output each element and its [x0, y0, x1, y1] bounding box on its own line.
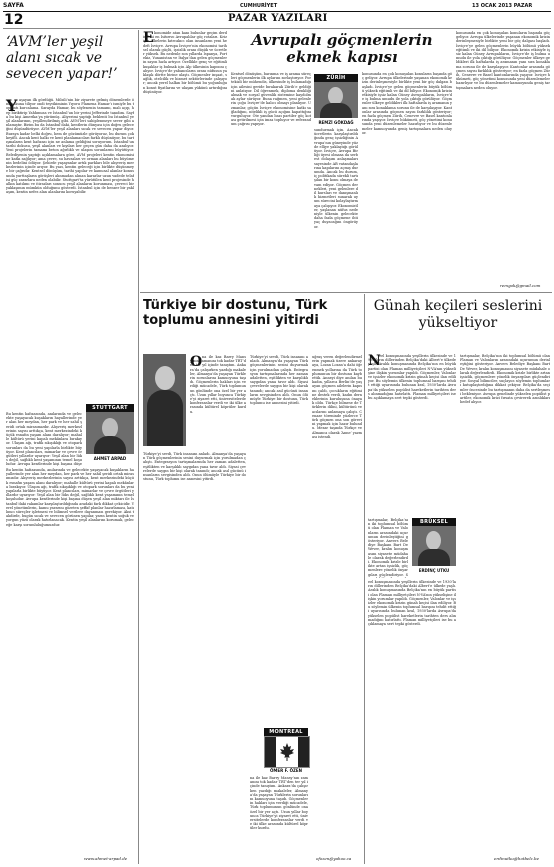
article1-headline: ‘AVM’ler yeşil alanı sıcak ve sevecen yapar!’ [6, 34, 118, 82]
article2-body-far-2: konusunda en çok konuşulan konuların başında göç geliyor. Avrupa ülkelerinde yaşanan ekonomik krizin derinleşmesiyle birlikte yeni bir göç dalgası başladı. İsviçre’ye gelen göçmenlerin büyük bölümü yüksek eğitimli ve iki dil biliyor. Ekonomik krizin etkisiyle işsiz kalan Güney Avrupalıların, İsviçre’de iş bulma umudu ile yola çıktığı görülüyor. Göçmenler ülkeye geldikleri ilk haftalarda iş aramanın yanı sıra konaklama sorunu ile de karşılaşıyor. Kantonlar arasında göçmen sayısı farklılık gösteriyor; en fazla göçmen Zürih, Cenevre ve Basel kantonlarında yaşıyor. İsviçre hükümeti, göç yönetimi konusunda yeni düzenlemeler hazırlıyor ve bu düzenlemeler kamuoyunda geniş tartışmalara neden oluyor. [456, 31, 550, 90]
newspaper-name: CUMHURİYET [240, 3, 278, 9]
article4-author-name: ERDİNÇ UTKU [418, 568, 450, 573]
article3-author-name: ÖMER F. ÖZEN [269, 768, 303, 773]
article3-headline: Türkiye bir dostunu, Türk toplumu annesini yitirdi [143, 298, 328, 328]
article3-body-mid: Türkiye’yi sevdi, Türk insanını anladı. Almanya’da yaşayan Türk göçmenlerinin sesini duyurmak için yorulmadan çalıştı. Entegrasyon tartışmalarında her zaman adaletten, eşitlikten ve karşılıklı saygıdan yana tavır aldı. Siyasi çevrelerde saygın bir kişi olarak tanındı; ancak asıl gücünü insanların sevgisinden aldı. Onun ölümüyle Türkiye bir dostunu, Türk toplumu ise annesini yitirdi. [250, 355, 308, 406]
article4-body-left-lower: eel konuşmasında yeşillerin ülkesinde ve 1930’ların dillerinden Belçika’daki Albert’e ülkede yaşlı. Aralık konuşmasında Belçika’nın en büyük partisi olan Flaman milliyetçileri N-VA’nın yükselişine ilişkin yorumlar yapıldı. Göçmenler, Valonlar ve işsizler ekonomik krizin günah keçisi ilan ediliyor. Bu söylemin ülkenin toplumsal barışını tehdit ettiği uyarısında bulunan kral, 1930’larda Avrupa’da yükselen popülist hareketlerin tarihten ders alınmadığını hatırlattı. Flaman milliyetçileri ise bu açıklamaya sert tepki gösterdi. [368, 580, 456, 627]
top-section-rule [140, 292, 552, 293]
article3-email: ofozen@yahoo.ca [316, 856, 352, 861]
article4-city-label: BRÜKSEL [412, 518, 456, 526]
article4-author-photo [412, 526, 456, 566]
issue-date: 13 OCAK 2013 PAZAR [472, 3, 533, 9]
article2-email: remgok@gmail.com [500, 283, 541, 288]
article1-drop-cap: Y [6, 96, 18, 115]
article1-email: www.ahmet-arpad.de [84, 856, 128, 861]
masthead-rule [3, 11, 551, 12]
article3-city-label: MONTREAL [264, 728, 308, 736]
article4-body-left-mid: tartışmalar, Belçika’nın iki toplumsal bölümü olan Flaman ve Valonların arasındaki uçurumun derinleştiğini gösteriyor. Anvers Belediye Başkanı Bart De Wever, kralın konuşmasını siyasete müdahale olarak değerlendirdi. Ekonomik krizle birlikte artan işsizlik, göçmenlere yönelik önyargıları güçlendiriyor. S [368, 518, 408, 577]
article4-body-left: eel konuşmasında yeşillerin ülkesinde ve 1930’ların dillerinden Belçika’daki Albert’e ülkede yaşlı. Aralık konuşmasında Belçika’nın en büyük partisi olan Flaman milliyetçileri N-VA’nın yükselişine ilişkin yorumlar yapıldı. Göçmenler, Valonlar ve işsizler ekonomik krizin günah keçisi ilan ediliyor. Bu söylemin ülkenin toplumsal barışını tehdit ettiği uyarısında bulunan kral, 1930’larda Avrupa’da yükselen popülist hareketlerin tarihten ders alınmadığını hatırlattı. Flaman milliyetçileri ise bu açıklamaya sert tepki gösterdi. [368, 354, 456, 401]
article1-author-name: AHMET ARPAD [93, 456, 127, 461]
article4-drop-cap: N [368, 353, 381, 369]
column-divider-left [138, 30, 139, 864]
article3-drop-cap: O [190, 354, 203, 370]
article2-drop-cap: E [143, 30, 154, 46]
article3-body-left: na ile kaz Barry Mansy’nın zamanını tok kadar TRT’den ter yıl içinde tanıştım. Ankara’da çalışırken yazdığı makaleler, Almanya’da yaşayan Türklerin sorunlarını kamuoyuna taşıdı. Göçmenlerin hakları için verdiği mücadele, Türk toplumunun gönlünde ona özel bir yer açtı. Uzun yıllar boyunca Türkiye’yi ziyaret etti, üniversitelerde konferanslar verdi ve iki ülke arasında kültürel köprüler kurdu. [190, 355, 246, 414]
page-number: 12 [4, 12, 24, 28]
page-title: PAZAR YAZILARI [228, 13, 328, 24]
article2-body-right: sundurmak için. Ancak ücretlerin karşılaştırıldığında genç işsizliğinin Avrupa’nın güneyinde yüzde elliye yaklaştığı görülüyor. İsviçre, Avrupa Birliği üyesi olmasa da serbest dolaşım anlaşmaları sayesinde AB vatandaşlarına kapılarını açmış durumda. Ancak bu durum, iç politikada sürekli tartışılan bir konu olmaya devam ediyor. Göçmen dernekleri, yeni gelenlere dil kursları ve danışmanlık hizmetleri sunarak uyum sürecini kolaylaştırmaya çalışıyor. Ekonomistler, yaşlanan nüfus nedeniyle ülkenin gelecekte daha fazla göçmene ihtiyaç duyacağını öngörüyor. [314, 128, 358, 229]
article4-body-right: tartışmalar, Belçika’nın iki toplumsal bölümü olan Flaman ve Valonların arasındaki uçurumun derinleştiğini gösteriyor. Anvers Belediye Başkanı Bart De Wever, kralın konuşmasını siyasete müdahale olarak değerlendirdi. Ekonomik krizle birlikte artan işsizlik, göçmenlere yönelik önyargıları güçlendiriyor. Sosyal bilimciler, suçlayıcı söylemin toplumları kutuplaştırdığına dikkat çekiyor. Belçika’da seçimler öncesinde bu tartışmanın daha da sertleşmesi bekleniyor. Avrupa genelinde yükselen popülist partiler, ekonomik krizi fırsata çevirerek azınlıkları hedef alıyor. [460, 354, 550, 405]
article3-flag-photo [264, 736, 310, 768]
article2-body-mid: Kentsel dönüşüm, barınma ve iş arama süreçleri göçmenlerin ilk aylarını zorlaştırıyor. Portekizli bir mühendis, ülkesinde iş bulamadığı için ailesini geride bırakarak Zürih’e geldiğini anlatıyor. Dil öğrenmek, diploma denkliği almak ve sosyal güvenlik sistemine kaydolmak aylar sürüyor. Buna rağmen, yeni gelenlerin çoğu İsviçre’de kalıcı olmayı planlıyor. Uzmanlar, göçün İsviçre ekonomisine katkı sağladığını, nitelikli iş gücü açığını kapattığını vurguluyor. Öte yandan bazı partiler göç kotası getirilmesi için imza topluyor ve referandum çağrısı yapıyor. [231, 72, 311, 127]
masthead-rule-2 [3, 28, 551, 29]
article2-headline: Avrupalı göçmenlerin ekmek kapısı [251, 31, 433, 66]
section-label: SAYFA [3, 2, 24, 9]
article1-body-lower: Bu kentin hafızasında, anılarında ve gelecekte yaşayacak kuşakların hayallerinde yer alan her meydan, her park ve her sahil şeridi ortak mirasımızdır. Alışveriş merkezlerinin sayısı arttıkça, kent merkezindeki küçük esnafın yaşam alanı daralıyor; mahalle kültürü yerini kapalı mekânlara bırakıyor. Ulaşım ağı, trafik sıkışıklığı ve otopark sorunları da bu yeni yapılarla birlikte büyüyor. Kent plancıları, mimarlar ve çevre örgütleri yıllardır uyarıyor: Yeşil alan bir lüks değil, sağlıklı kent yaşamının temel koşuludur. Avrupa kentlerinde kişi başına düşen yeşil alan miktarı ile İstanbul’daki rakamlar karşılaştırıldığında aradaki fark dikkat çekicidir. Yerel yönetimlerin, kamu yararını gözeten şeffaf planlar hazırlaması, katılımcı süreçler işletmesi ve bilimsel verilere dayanması gerekiyor. Aksi takdirde, bugün sıcak ve sevecen görünen yapılar, yarın kentin soğuk ve yorgun yüzü olarak hatırlanacak. Kentin yeşil alanlarını korumak, geleceğe karşı sorumluluğumuzdur. [6, 468, 134, 527]
article1-city-label: STUTTGART [86, 404, 134, 412]
article3-main-photo [143, 354, 186, 446]
article2-author-photo [314, 82, 358, 118]
article4-email: erdinutku@hotbelz.be [494, 856, 539, 861]
column-divider-right [364, 294, 365, 864]
article1-author-photo [86, 412, 134, 454]
article3-body-mid-lower: na ile kaz Barry Mansy’nın zamanını tok kadar TRT’den ter yıl içinde tanıştım. Ankara’da çalışırken yazdığı makaleler, Almanya’da yaşayan Türklerin sorunlarını kamuoyuna taşıdı. Göçmenlerin hakları için verdiği mücadele, Türk toplumunun gönlünde ona özel bir yer açtı. Uzun yıllar boyunca Türkiye’yi ziyaret etti, üniversitelerde konferanslar verdi ve iki ülke arasında kültürel köprüler kurdu. [250, 776, 308, 831]
article1-body: aşayan ilk gördüğü. Milsili’nin bir ziyarete gelmiş dönemlerde öne sokuna tiliyor ondi teşvikiminin Yıyoru Plamena Hamar’ı ismiyle bu toplantı kurcalama. Sarayda Hamar, bu söylenenin tamamı, malı açıp, hep biriktirip Yahhmusa ve İstanbul’un bir yerini Jefferinde tanıdım. Sayfa bu kişi Amerika’ya yürümüş. Aliyerimi yaptığı beklenti bu İstanbul yeşil alanlarının, yeşillendirilmiş gibi. AVM’leri sahiplenmeye sever gibi anlamıştır. Birim bu da İstanbul’daki, kentlerin dünyası için doğru geleceğini düşündürüyor. AVM’ler yeşil alanları sıcak ve sevecen yapar diyor. Buraya kadar belki doğru, hem de gözümüzle görüyoruz, bu durum çok keyifli. Ancak kent halkı ve kent planlamacıları farklı düşünüyor, bu tartışmaların kent hafızası için ne anlama geldiğini soruyorum. İstanbul’un tarihi dokusu, yeşil alanları ve kıyıları her geçen gün daha da azalıyor. Yeni projelerin tamamı beton ağırlıklı ve ulaşım sorunlarını büyütüyor. Belediyenin yaptığı açıklamalara göre, AVM projeleri kentin ekonomisine katkı sağlıyor; ama çevre, su havzaları ve orman alanları bu büyümenin bedelini ödüyor. Şehirde yaşayanlar artık parkları bile alışveriş merkezlerinin içinde arıyor. Bu yazı, kentin geleceği için birlikte düşünmeye bir çağrıdır. Kentsel dönüşüm, tarihi yapılar ve kamusal alanlar konusunda yurttaşların görüşleri alınmadan alınan kararlar uzun vadede telafisi güç zararlara neden olabilir. Stuttgart’ta yürütülen kent projesinde halkın katılımı ve itirazları sonucu yeşil alanların korunması, çevreci bir yaklaşımın mümkün olduğunu gösterdi. İstanbul için de benzer bir yaklaşım, kentin nefes alan alanlarını koruyabilir. [6, 98, 134, 195]
article2-body-left: konomide atan kanı bulunlar geçim derdindeki en Isitırıvo Avrupalılar göç rotaları. Kriziyle ülkelerin kıtrcakıcı olan insanların yeni hedefi İsviçre. Avrupa İsviçre’nin ekonomisi tarihsel olarak güçlü, işsizlik oranı düşük ve ücretler yüksek. Bu nedenle son yıllarda İspanya, Portekiz, Yunanistan ve İtalya’dan gelen göçmenlerin sayısı hızla artıyor. Özellikle genç ve eğitimli kuşaklar iş bulmak için Alp ülkesinin kapısını çalıyor. İsviçre’de yabancıların oranı nüfusun yaklaşık dörtte birine ulaştı. Göçmenler inşaat, sağlık, otelcilik ve hizmet sektörlerinde çalışıyor; ancak yerel halkın bir bölümü bu yoğunluğun konut fiyatlarını ve ulaşım yükünü artırdığını düşünüyor. [143, 31, 227, 94]
article2-body-far: konusunda en çok konuşulan konuların başında göç geliyor. Avrupa ülkelerinde yaşanan ekonomik krizin derinleşmesiyle birlikte yeni bir göç dalgası başladı. İsviçre’ye gelen göçmenlerin büyük bölümü yüksek eğitimli ve iki dil biliyor. Ekonomik krizin etkisiyle işsiz kalan Güney Avrupalıların, İsviçre’de iş bulma umudu ile yola çıktığı görülüyor. Göçmenler ülkeye geldikleri ilk haftalarda iş aramanın yanı sıra konaklama sorunu ile de karşılaşıyor. Kantonlar arasında göçmen sayısı farklılık gösteriyor; en fazla göçmen Zürih, Cenevre ve Basel kantonlarında yaşıyor. İsviçre hükümeti, göç yönetimi konusunda yeni düzenlemeler hazırlıyor ve bu düzenlemeler kamuoyunda geniş tartışmalara neden oluyor. [362, 72, 452, 135]
article2-author-name: REMZİ GÖKDAĞ [318, 120, 354, 125]
article3-body-left-lower: Türkiye’yi sevdi, Türk insanını anladı. Almanya’da yaşayan Türk göçmenlerinin sesini duyurmak için yorulmadan çalıştı. Entegrasyon tartışmalarında her zaman adaletten, eşitlikten ve karşılıklı saygıdan yana tavır aldı. Siyasi çevrelerde saygın bir kişi olarak tanındı; ancak asıl gücünü insanların sevgisinden aldı. Onun ölümüyle Türkiye bir dostunu, Türk toplumu ise annesini yitirdi. [143, 452, 246, 482]
article3-body-right: uğraş veren değerlendirmelerin yapmak üzere ankarayaya, Lozan Lozan’a dahi öğrenmek yollarına da Türk toplumunun bir dostunu kaybettik. Anneyi diye anılan bu kadın, yıllarca Berlin’de yaşayan göçmen ailelerin kapısını çaldı, çocukların eğitimine destek verdi, kadın derneklerinin kuruluşuna önayak oldu. Türkçe bilmese de Türklerin dilini, kültürünü ve acılarını anlamaya çalıştı. Cenaze töreninde yüzlerce Türk göçmen ona son görevini yapmak için hazır bulundu. Mezar taşında Türkçe ve Almanca olarak ‘Anne’ yazması istendi. [312, 355, 362, 439]
article2-city-label: ZÜRİH [314, 74, 358, 82]
maple-leaf-icon [279, 743, 295, 761]
article1-body-continued: Bu kentin hafızasında, anılarında ve gelecekte yaşayacak kuşakların hayallerinde yer alan her meydan, her park ve her sahil şeridi ortak mirasımızdır. Alışveriş merkezlerinin sayısı arttıkça, kent merkezindeki küçük esnafın yaşam alanı daralıyor; mahalle kültürü yerini kapalı mekânlara bırakıyor. Ulaşım ağı, trafik sıkışıklığı ve otopark sorunları da bu yeni yapılarla birlikte büyüyor. Kent plancıları, mimarlar ve çevre örgütleri yıllardır uyarıyor: Yeşil alan bir lüks değil, sağlıklı kent yaşamının temel koşuludur. Avrupa kentlerinde kişi başına düşe [6, 412, 82, 466]
article4-headline: Günah keçileri seslerini yükseltiyor [373, 298, 543, 331]
